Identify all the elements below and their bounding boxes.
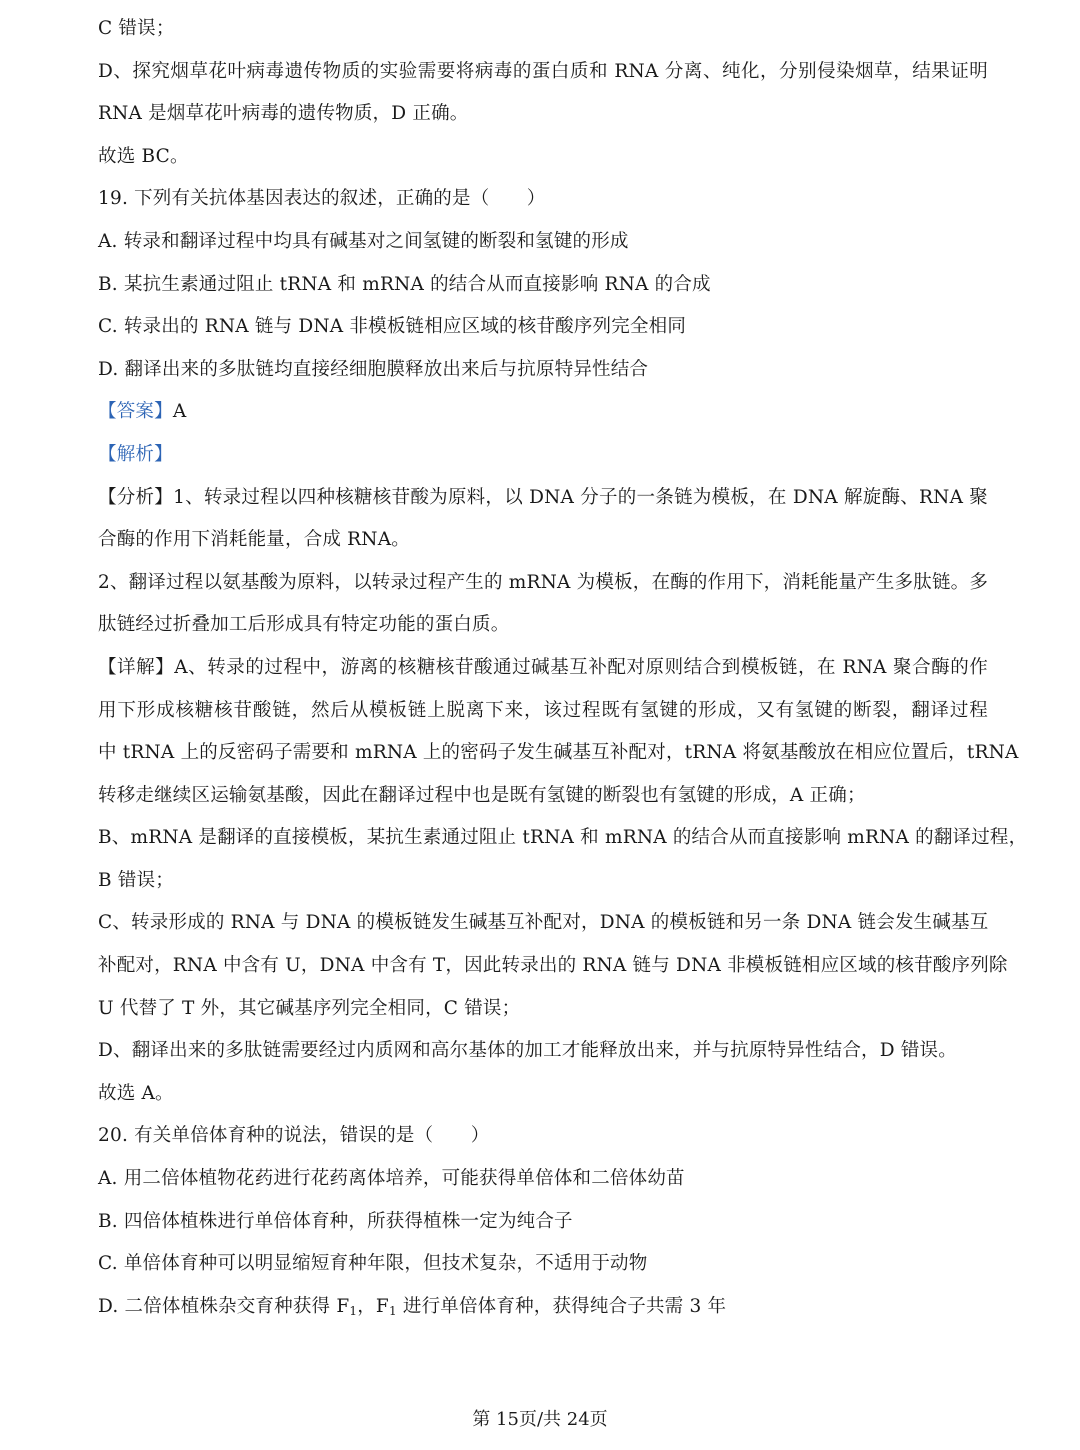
- xiangjie-line: B 错误；: [98, 869, 174, 891]
- answer-label: 【答案】: [98, 401, 173, 423]
- analysis-label: 【解析】: [98, 443, 173, 465]
- xiangjie-label: 【详解】: [98, 656, 175, 678]
- option-d-text-2: ，F: [357, 1295, 389, 1317]
- question-20-stem: 20. 有关单倍体育种的说法，错误的是（ ）: [98, 1125, 490, 1147]
- fenxi-line: [98, 477, 988, 520]
- xiangjie-line: 补配对，RNA 中含有 U，DNA 中含有 T，因此转录出的 RNA 链与 DNA 非模板链相应区域的核苷酸序列除: [98, 955, 1008, 977]
- xiangjie-line: [98, 647, 988, 690]
- question-20-option-c: C. 单倍体育种可以明显缩短育种年限，但技术复杂，不适用于动物: [98, 1253, 648, 1275]
- document-page: [98, 8, 1028, 1328]
- question-20-option-a: A. 用二倍体植物花药进行花药离体培养，可能获得单倍体和二倍体幼苗: [98, 1168, 685, 1190]
- answer-value: A: [172, 401, 187, 423]
- text-line: 故选 BC。: [98, 145, 189, 167]
- xiangjie-text: A、转录的过程中，游离的核糖核苷酸通过碱基互补配对原则结合到模板链，在 RNA 聚合酶的作: [174, 656, 988, 678]
- option-d-text-1: D. 二倍体植株杂交育种获得 F: [98, 1295, 350, 1317]
- subscript-2: 1: [388, 1303, 397, 1318]
- question-19-option-d: D. 翻译出来的多肽链均直接经细胞膜释放出来后与抗原特异性结合: [98, 358, 649, 380]
- fenxi-line: 合酶的作用下消耗能量，合成 RNA。: [98, 529, 410, 551]
- fenxi-line: 2、翻译过程以氨基酸为原料，以转录过程产生的 mRNA 为模板，在酶的作用下，消耗能量产生多肽链。多: [98, 571, 989, 593]
- question-19-option-c: C. 转录出的 RNA 链与 DNA 非模板链相应区域的核苷酸序列完全相同: [98, 316, 687, 338]
- question-20-option-d: [98, 1286, 998, 1329]
- question-19-option-a: A. 转录和翻译过程中均具有碱基对之间氢键的断裂和氢键的形成: [98, 230, 629, 252]
- fenxi-line: 肽链经过折叠加工后形成具有特定功能的蛋白质。: [98, 614, 510, 636]
- text-line: RNA 是烟草花叶病毒的遗传物质，D 正确。: [98, 103, 469, 125]
- xiangjie-line: 转移走继续区运输氨基酸，因此在翻译过程中也是既有氢键的断裂也有氢键的形成，A 正确；: [98, 784, 866, 806]
- question-19-stem: 19. 下列有关抗体基因表达的叙述，正确的是（ ）: [98, 188, 546, 210]
- answer-line: [98, 391, 998, 434]
- subscript-1: 1: [349, 1303, 358, 1318]
- text-line: C 错误；: [98, 18, 175, 39]
- xiangjie-line: U 代替了 T 外，其它碱基序列完全相同，C 错误；: [98, 997, 521, 1019]
- xiangjie-line: D、翻译出来的多肽链需要经过内质网和高尔基体的加工才能释放出来，并与抗原特异性结合，D 错误。: [98, 1040, 957, 1062]
- xiangjie-line: B、mRNA 是翻译的直接模板，某抗生素通过阻止 tRNA 和 mRNA 的结合从而直接影响 mRNA 的翻译过程，: [98, 827, 1028, 849]
- page-footer: 第 15页/共 24页: [472, 1409, 608, 1430]
- xiangjie-line: 故选 A。: [98, 1082, 174, 1104]
- fenxi-label: 【分析】: [98, 486, 174, 508]
- question-20-option-b: B. 四倍体植株进行单倍体育种，所获得植株一定为纯合子: [98, 1210, 573, 1232]
- option-d-text-3: 进行单倍体育种，获得纯合子共需 3 年: [396, 1295, 727, 1317]
- fenxi-text: 1、转录过程以四种核糖核苷酸为原料，以 DNA 分子的一条链为模板，在 DNA 解旋酶、RNA 聚: [173, 486, 988, 508]
- text-line: D、探究烟草花叶病毒遗传物质的实验需要将病毒的蛋白质和 RNA 分离、纯化，分别侵染烟草，结果证明: [98, 60, 988, 82]
- analysis-heading: [98, 434, 998, 477]
- xiangjie-line: C、转录形成的 RNA 与 DNA 的模板链发生碱基互补配对，DNA 的模板链和另一条 DNA 链会发生碱基互: [98, 912, 989, 934]
- xiangjie-line: 中 tRNA 上的反密码子需要和 mRNA 上的密码子发生碱基互补配对，tRNA 将氨基酸放在相应位置后，tRNA: [98, 742, 1019, 764]
- xiangjie-line: 用下形成核糖核苷酸链，然后从模板链上脱离下来，该过程既有氢键的形成，又有氢键的断裂，翻译过程: [98, 699, 988, 721]
- question-19-option-b: B. 某抗生素通过阻止 tRNA 和 mRNA 的结合从而直接影响 RNA 的合成: [98, 273, 711, 295]
